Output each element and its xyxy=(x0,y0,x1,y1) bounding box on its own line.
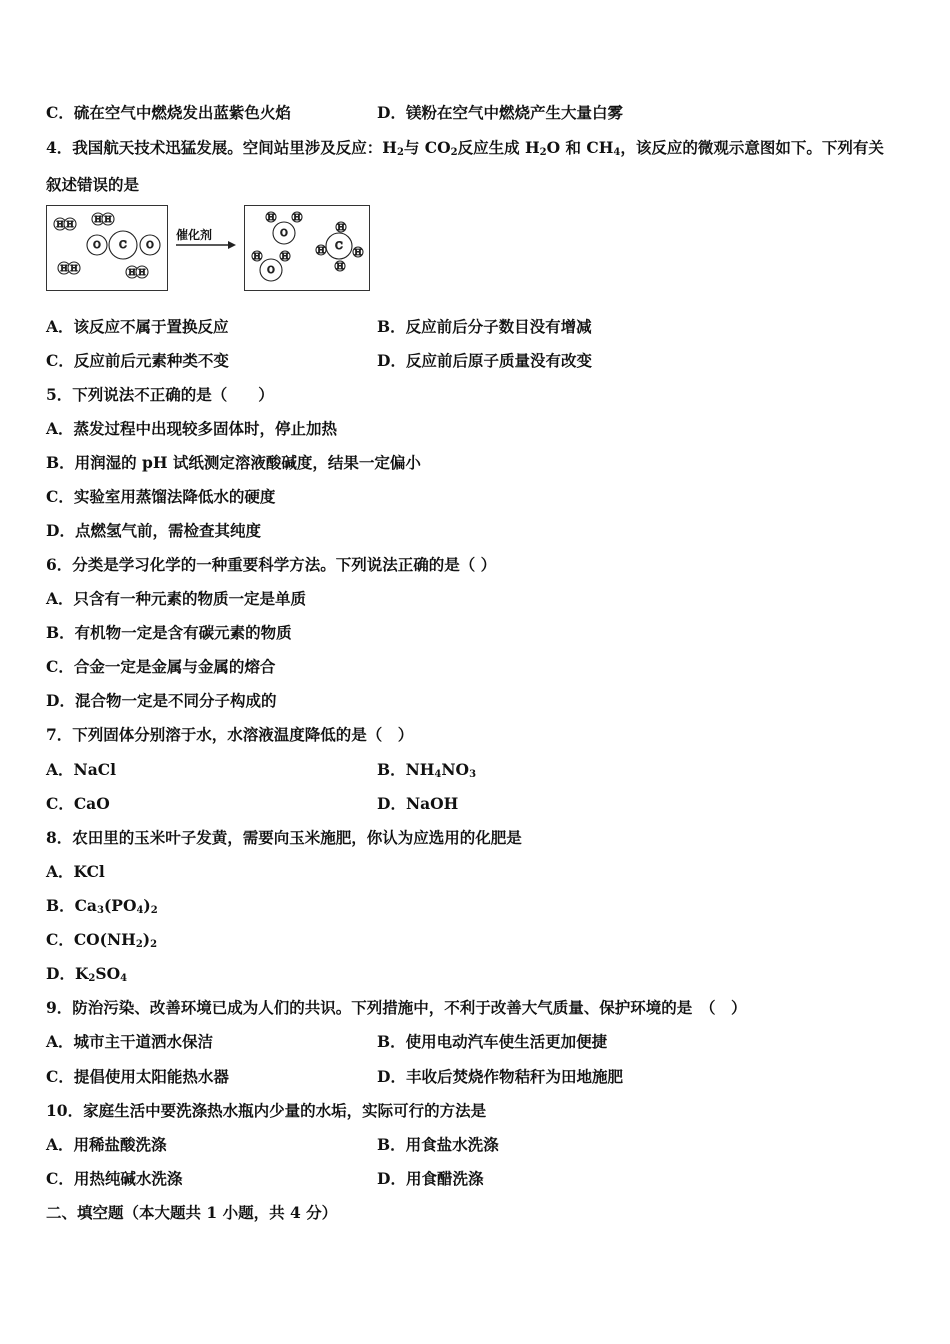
svg-text:O: O xyxy=(280,229,288,239)
q6-stem: 6．分类是学习化学的一种重要科学方法。下列说法正确的是（ ） xyxy=(46,555,497,574)
svg-text:H: H xyxy=(354,248,362,257)
q5-option-a: A．蒸发过程中出现较多固体时，停止加热 xyxy=(46,419,338,438)
svg-text:H: H xyxy=(66,220,74,229)
q10-option-c: C．用热纯碱水洗涤 xyxy=(46,1169,183,1188)
svg-text:H: H xyxy=(336,262,344,271)
q4-stem: 4．我国航天技术迅猛发展。空间站里涉及反应：$H_2$与 $CO_2$反应生成 $H_2O$ 和 $CH_4$，该反应的微观示意图如下。下列有关 xyxy=(46,138,884,158)
q7-stem: 7．下列固体分别溶于水，水溶液温度降低的是（ ） xyxy=(46,725,414,744)
q4-option-a: A．该反应不属于置换反应 xyxy=(46,317,229,336)
svg-text:H: H xyxy=(281,252,289,261)
svg-text:H: H xyxy=(104,215,112,224)
svg-text:O: O xyxy=(267,266,275,276)
q9-option-b: B．使用电动汽车使生活更加便捷 xyxy=(377,1032,608,1051)
q8-stem: 8．农田里的玉米叶子发黄，需要向玉米施肥，你认为应选用的化肥是 xyxy=(46,828,522,847)
svg-text:H: H xyxy=(337,223,345,232)
q5-option-b: B．用润湿的 pH 试纸测定溶液酸碱度，结果一定偏小 xyxy=(46,453,421,472)
catalyst-label: 催化剂 xyxy=(176,228,213,242)
q9-stem: 9．防治污染、改善环境已成为人们的共识。下列措施中，不利于改善大气质量、保护环境的是 （ ） xyxy=(46,998,747,1017)
q6-option-a: A．只含有一种元素的物质一定是单质 xyxy=(46,589,307,608)
q10-option-b: B．用食盐水洗涤 xyxy=(377,1135,499,1154)
svg-text:H: H xyxy=(70,264,78,273)
q5-option-d: D．点燃氢气前，需检查其纯度 xyxy=(46,521,261,540)
atom-o-label: O xyxy=(93,241,101,251)
q3-option-d: D．镁粉在空气中燃烧产生大量白雾 xyxy=(377,103,623,122)
q8-option-b: B．$Ca_3(PO_4)_2$ xyxy=(46,896,158,916)
svg-text:H: H xyxy=(138,268,146,277)
q8-option-d: D．$K_2SO_4$ xyxy=(46,964,128,984)
q10-option-d: D．用食醋洗涤 xyxy=(377,1169,484,1188)
q4-option-c: C．反应前后元素种类不变 xyxy=(46,351,229,370)
reaction-arrow xyxy=(174,240,238,250)
q7-option-d: D．NaOH xyxy=(377,794,459,813)
reactant-molecules xyxy=(47,206,167,290)
q6-option-c: C．合金一定是金属与金属的熔合 xyxy=(46,657,276,676)
section-2-heading: 二、填空题（本大题共 1 小题，共 4 分） xyxy=(46,1203,338,1222)
q4-option-d: D．反应前后原子质量没有改变 xyxy=(377,351,592,370)
q7-option-b: B．$NH_4NO_3$ xyxy=(377,760,477,780)
q10-option-a: A．用稀盐酸洗涤 xyxy=(46,1135,167,1154)
svg-text:H: H xyxy=(267,213,275,222)
atom-c-label: C xyxy=(119,240,127,251)
q3-option-c: C．硫在空气中燃烧发出蓝紫色火焰 xyxy=(46,103,291,122)
q9-option-d: D．丰收后焚烧作物秸秆为田地施肥 xyxy=(377,1067,623,1086)
reactants-diagram xyxy=(46,205,168,291)
atom-h-label: H xyxy=(56,220,64,229)
q4-option-b: B．反应前后分子数目没有增减 xyxy=(377,317,592,336)
q7-option-c: C．CaO xyxy=(46,794,110,813)
svg-text:H: H xyxy=(317,246,325,255)
svg-text:H: H xyxy=(94,215,102,224)
svg-text:O: O xyxy=(146,241,154,251)
product-molecules xyxy=(245,206,369,290)
q10-stem: 10．家庭生活中要洗涤热水瓶内少量的水垢，实际可行的方法是 xyxy=(46,1101,487,1120)
q7-option-a: A．NaCl xyxy=(46,760,116,779)
svg-text:H: H xyxy=(60,264,68,273)
svg-text:C: C xyxy=(335,241,343,252)
q4-stem-line2: 叙述错误的是 xyxy=(46,175,140,194)
q9-option-c: C．提倡使用太阳能热水器 xyxy=(46,1067,229,1086)
q8-option-c: C．$CO(NH_2)_2$ xyxy=(46,930,158,950)
svg-text:H: H xyxy=(293,213,301,222)
svg-text:H: H xyxy=(253,252,261,261)
q9-option-a: A．城市主干道洒水保洁 xyxy=(46,1032,214,1051)
svg-text:H: H xyxy=(128,268,136,277)
q6-option-d: D．混合物一定是不同分子构成的 xyxy=(46,691,277,710)
products-diagram xyxy=(244,205,370,291)
q5-option-c: C．实验室用蒸馏法降低水的硬度 xyxy=(46,487,276,506)
q5-stem: 5．下列说法不正确的是（ ） xyxy=(46,385,274,404)
q8-option-a: A．KCl xyxy=(46,862,105,881)
q6-option-b: B．有机物一定是含有碳元素的物质 xyxy=(46,623,292,642)
